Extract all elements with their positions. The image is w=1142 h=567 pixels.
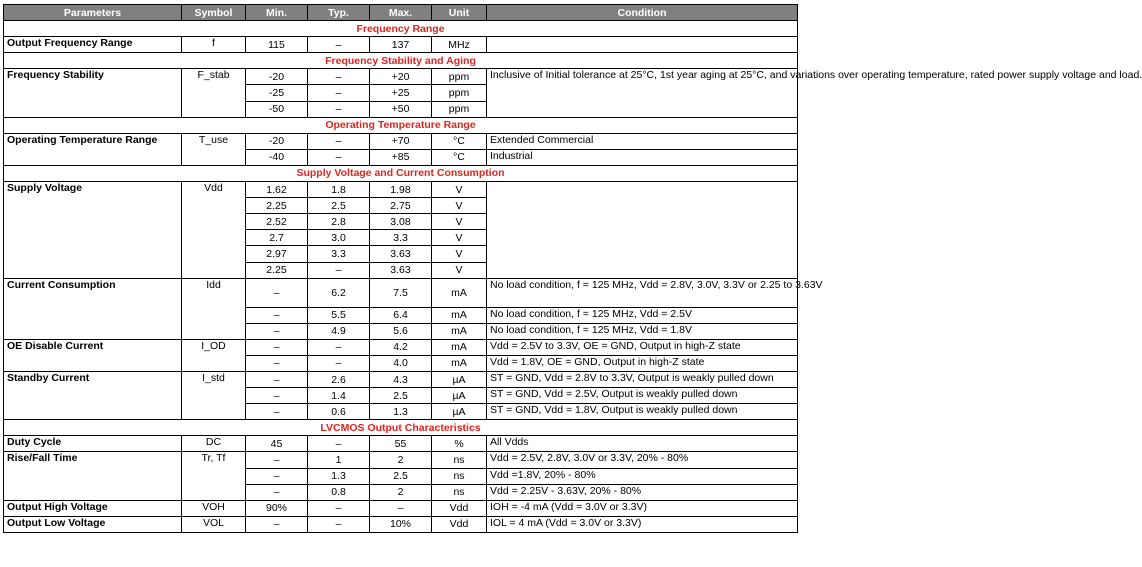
max-cell: 4.2 xyxy=(370,339,432,355)
typ-cell: 5.5 xyxy=(308,307,370,323)
param-name: Standby Current xyxy=(4,371,182,419)
typ-cell: – xyxy=(308,262,370,278)
section-row xyxy=(4,420,798,436)
max-cell: 1.98 xyxy=(370,182,432,198)
condition-cell: IOL = 4 mA (Vdd = 3.0V or 3.3V) xyxy=(487,516,798,532)
header-row xyxy=(4,5,798,21)
min-cell: 2.7 xyxy=(246,230,308,246)
min-cell: 115 xyxy=(246,37,308,53)
unit-cell: ppm xyxy=(432,85,487,101)
typ-cell: 2.8 xyxy=(308,214,370,230)
typ-cell: – xyxy=(308,339,370,355)
min-cell: – xyxy=(246,278,308,307)
condition-text: = GND, Vdd = 1.8V, Output is weakly pulled down xyxy=(503,404,738,417)
min-cell: – xyxy=(246,339,308,355)
unit-cell: ppm xyxy=(432,69,487,85)
max-cell: 4.3 xyxy=(370,371,432,387)
header-max: Max. xyxy=(370,5,432,21)
typ-cell: 2.6 xyxy=(308,371,370,387)
typ-cell: – xyxy=(308,85,370,101)
unit-cell: V xyxy=(432,230,487,246)
typ-cell: – xyxy=(308,37,370,53)
condition-cell: Vdd =1.8V, 20% - 80% xyxy=(487,468,798,484)
unit-cell: V xyxy=(432,246,487,262)
min-cell: -40 xyxy=(246,149,308,165)
section-title: Supply Voltage and Current Consumption xyxy=(4,165,798,181)
condition-cell: Extended Commercial xyxy=(487,133,798,149)
min-cell: 2.97 xyxy=(246,246,308,262)
typ-cell: – xyxy=(308,436,370,452)
table-row xyxy=(4,133,798,149)
max-cell: 1.3 xyxy=(370,404,432,420)
max-cell: 3.63 xyxy=(370,262,432,278)
unit-cell: V xyxy=(432,182,487,198)
symbol-cell: DC xyxy=(182,436,246,452)
typ-cell: 1.4 xyxy=(308,388,370,404)
header-symbol: Symbol xyxy=(182,5,246,21)
header-min: Min. xyxy=(246,5,308,21)
unit-cell: ppm xyxy=(432,101,487,117)
max-cell: 6.4 xyxy=(370,307,432,323)
unit-cell: mA xyxy=(432,307,487,323)
condition-cell: Industrial xyxy=(487,149,798,165)
min-cell: – xyxy=(246,404,308,420)
min-cell: – xyxy=(246,355,308,371)
min-cell: – xyxy=(246,468,308,484)
max-cell: 3.3 xyxy=(370,230,432,246)
max-cell: 2.5 xyxy=(370,388,432,404)
unit-cell: µA xyxy=(432,404,487,420)
param-name: Output Low Voltage xyxy=(4,516,182,532)
condition-cell: Vdd = 2.5V, 2.8V, 3.0V or 3.3V, 20% - 80% xyxy=(487,452,798,468)
condition-cell: No load condition, f = 125 MHz, Vdd = 2.5V xyxy=(487,307,798,323)
param-name: Rise/Fall Time xyxy=(4,452,182,500)
param-name: Operating Temperature Range xyxy=(4,133,182,165)
min-cell: 2.25 xyxy=(246,198,308,214)
condition-cell: All Vdds xyxy=(487,436,798,452)
min-cell: -20 xyxy=(246,69,308,85)
st-overline-label: $\overline{ST}$ xyxy=(490,388,504,401)
condition-cell: Vdd = 1.8V, OE = GND, Output in high-Z state xyxy=(487,355,798,371)
table-row xyxy=(4,69,798,85)
unit-cell: °C xyxy=(432,149,487,165)
condition-cell: No load condition, f = 125 MHz, Vdd = 2.8V, 3.0V, 3.3V or 2.25 to 3.63V xyxy=(487,278,798,307)
unit-cell: % xyxy=(432,436,487,452)
min-cell: 90% xyxy=(246,500,308,516)
max-cell: 2 xyxy=(370,452,432,468)
header-typ: Typ. xyxy=(308,5,370,21)
param-name: Supply Voltage xyxy=(4,182,182,279)
max-cell: 5.6 xyxy=(370,323,432,339)
param-name: Duty Cycle xyxy=(4,436,182,452)
max-cell: 2 xyxy=(370,484,432,500)
max-cell: 2.75 xyxy=(370,198,432,214)
symbol-cell: T_use xyxy=(182,133,246,165)
condition-cell xyxy=(487,371,798,387)
min-cell: -20 xyxy=(246,133,308,149)
condition-cell xyxy=(487,388,798,404)
condition-cell: Vdd = 2.25V - 3.63V, 20% - 80% xyxy=(487,484,798,500)
section-row xyxy=(4,165,798,181)
unit-cell: °C xyxy=(432,133,487,149)
max-cell: 3.08 xyxy=(370,214,432,230)
unit-cell: mA xyxy=(432,278,487,307)
table-row xyxy=(4,278,798,307)
unit-cell: MHz xyxy=(432,37,487,53)
min-cell: 45 xyxy=(246,436,308,452)
min-cell: – xyxy=(246,371,308,387)
symbol-cell: VOH xyxy=(182,500,246,516)
condition-cell: IOH = -4 mA (Vdd = 3.0V or 3.3V) xyxy=(487,500,798,516)
param-name: Current Consumption xyxy=(4,278,182,339)
typ-cell: – xyxy=(308,133,370,149)
param-name: Frequency Stability xyxy=(4,69,182,117)
table-row xyxy=(4,371,798,387)
symbol-cell: I_OD xyxy=(182,339,246,371)
typ-cell: 1.8 xyxy=(308,182,370,198)
typ-cell: 0.8 xyxy=(308,484,370,500)
param-name: Output Frequency Range xyxy=(4,37,182,53)
symbol-cell: Tr, Tf xyxy=(182,452,246,500)
min-cell: – xyxy=(246,484,308,500)
unit-cell: V xyxy=(432,198,487,214)
section-row xyxy=(4,117,798,133)
max-cell: +20 xyxy=(370,69,432,85)
unit-cell: mA xyxy=(432,355,487,371)
min-cell: -50 xyxy=(246,101,308,117)
unit-cell: V xyxy=(432,214,487,230)
min-cell: – xyxy=(246,452,308,468)
condition-cell: Vdd = 2.5V to 3.3V, OE = GND, Output in high-Z state xyxy=(487,339,798,355)
symbol-cell: Vdd xyxy=(182,182,246,279)
header-unit: Unit xyxy=(432,5,487,21)
st-overline-label: $\overline{ST}$ xyxy=(490,371,504,384)
condition-cell: No load condition, f = 125 MHz, Vdd = 1.8V xyxy=(487,323,798,339)
unit-cell: mA xyxy=(432,323,487,339)
unit-cell: Vdd xyxy=(432,500,487,516)
condition-cell xyxy=(487,37,798,53)
condition-cell xyxy=(487,404,798,420)
unit-cell: ns xyxy=(432,468,487,484)
header-condition: Condition xyxy=(487,5,798,21)
param-name: OE Disable Current xyxy=(4,339,182,371)
unit-cell: V xyxy=(432,262,487,278)
max-cell: 4.0 xyxy=(370,355,432,371)
min-cell: 2.25 xyxy=(246,262,308,278)
typ-cell: 3.0 xyxy=(308,230,370,246)
typ-cell: 1.3 xyxy=(308,468,370,484)
unit-cell: µA xyxy=(432,371,487,387)
symbol-cell: F_stab xyxy=(182,69,246,117)
min-cell: – xyxy=(246,323,308,339)
unit-cell: ns xyxy=(432,484,487,500)
min-cell: – xyxy=(246,307,308,323)
max-cell: 10% xyxy=(370,516,432,532)
typ-cell: – xyxy=(308,69,370,85)
max-cell: +50 xyxy=(370,101,432,117)
min-cell: – xyxy=(246,388,308,404)
max-cell: 7.5 xyxy=(370,278,432,307)
typ-cell: – xyxy=(308,101,370,117)
max-cell: 55 xyxy=(370,436,432,452)
section-title: LVCMOS Output Characteristics xyxy=(4,420,798,436)
max-cell: 2.5 xyxy=(370,468,432,484)
header-parameters: Parameters xyxy=(4,5,182,21)
section-row xyxy=(4,53,798,69)
typ-cell: – xyxy=(308,149,370,165)
min-cell: 2.52 xyxy=(246,214,308,230)
typ-cell: 2.5 xyxy=(308,198,370,214)
max-cell: 3.63 xyxy=(370,246,432,262)
table-row xyxy=(4,436,798,452)
param-name: Output High Voltage xyxy=(4,500,182,516)
section-title: Operating Temperature Range xyxy=(4,117,798,133)
table-row xyxy=(4,500,798,516)
max-cell: 137 xyxy=(370,37,432,53)
section-title: Frequency Stability and Aging xyxy=(4,53,798,69)
symbol-cell: f xyxy=(182,37,246,53)
typ-cell: 4.9 xyxy=(308,323,370,339)
max-cell: +70 xyxy=(370,133,432,149)
condition-text: = GND, Vdd = 2.8V to 3.3V, Output is weakly pulled down xyxy=(503,371,774,384)
symbol-cell: I_std xyxy=(182,371,246,419)
condition-cell xyxy=(487,182,798,279)
table-row xyxy=(4,452,798,468)
unit-cell: mA xyxy=(432,339,487,355)
table-row xyxy=(4,37,798,53)
max-cell: +85 xyxy=(370,149,432,165)
unit-cell: Vdd xyxy=(432,516,487,532)
symbol-cell: VOL xyxy=(182,516,246,532)
section-row xyxy=(4,21,798,37)
spec-table xyxy=(3,4,1142,533)
max-cell: – xyxy=(370,500,432,516)
typ-cell: – xyxy=(308,500,370,516)
symbol-cell: Idd xyxy=(182,278,246,339)
condition-text: = GND, Vdd = 2.5V, Output is weakly pulled down xyxy=(503,388,738,401)
min-cell: 1.62 xyxy=(246,182,308,198)
typ-cell: 1 xyxy=(308,452,370,468)
min-cell: – xyxy=(246,516,308,532)
typ-cell: – xyxy=(308,516,370,532)
typ-cell: – xyxy=(308,355,370,371)
typ-cell: 0.6 xyxy=(308,404,370,420)
condition-cell: Inclusive of Initial tolerance at 25°C, 1st year aging at 25°C, and variations over operating temperature, rated power supply voltage and load. xyxy=(487,69,798,117)
unit-cell: µA xyxy=(432,388,487,404)
typ-cell: 3.3 xyxy=(308,246,370,262)
table-row xyxy=(4,182,798,198)
max-cell: +25 xyxy=(370,85,432,101)
min-cell: -25 xyxy=(246,85,308,101)
st-overline-label: $\overline{ST}$ xyxy=(490,404,504,417)
typ-cell: 6.2 xyxy=(308,278,370,307)
section-title: Frequency Range xyxy=(4,21,798,37)
unit-cell: ns xyxy=(432,452,487,468)
table-row xyxy=(4,516,798,532)
table-row xyxy=(4,339,798,355)
